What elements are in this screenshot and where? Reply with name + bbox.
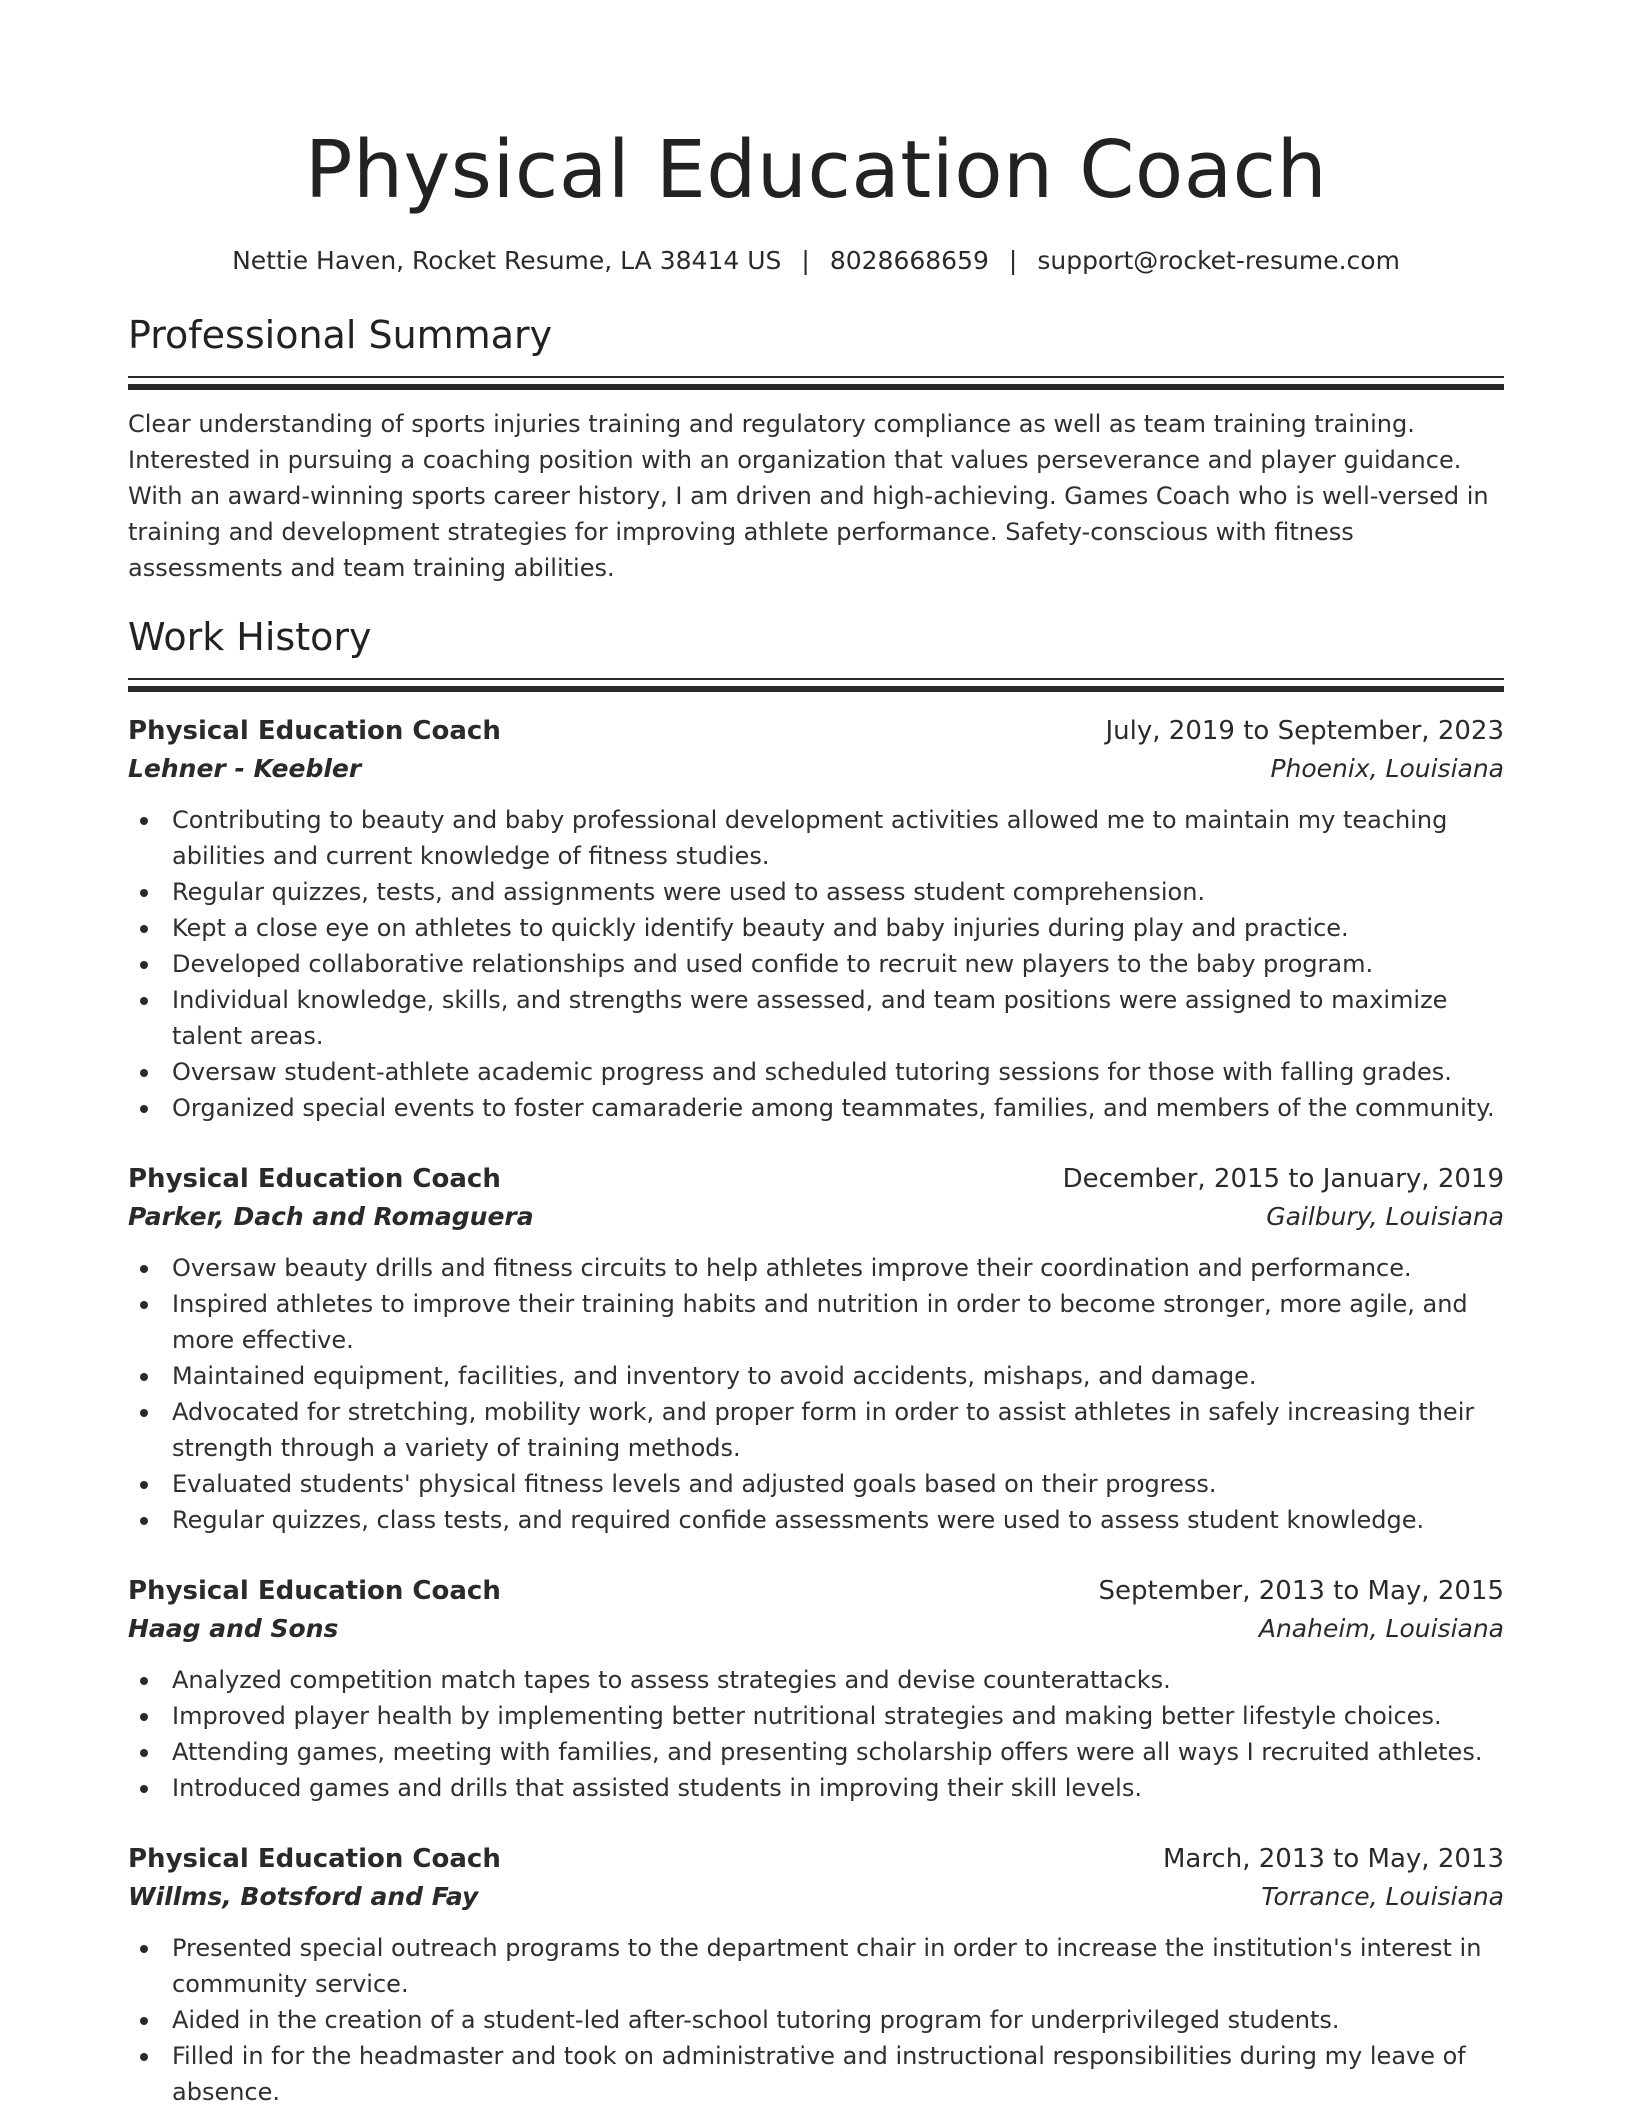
job-bullet-text: Advocated for stretching, mobility work, and proper form in order to assist athletes in safely increasing their strength through a variety of training methods. <box>172 1398 1475 1462</box>
job-header-row <box>128 1572 1504 1610</box>
job-header-row <box>128 712 1504 750</box>
job-location: Torrance, Louisiana <box>1261 1882 1504 1911</box>
summary-section <box>128 310 1504 586</box>
bullet-dot-icon <box>140 961 148 969</box>
section-title-summary: Professional Summary <box>128 313 553 357</box>
bullet-dot-icon <box>140 1265 148 1273</box>
job-bullet <box>128 1466 1504 1502</box>
job-bullet-text: Individual knowledge, skills, and strengths were assessed, and team positions were assigned to maximize talent areas. <box>172 986 1448 1050</box>
job-location: Gailbury, Louisiana <box>1266 1202 1504 1231</box>
job-dates: September, 2013 to May, 2015 <box>1098 1576 1504 1606</box>
job-bullet <box>128 1054 1504 1090</box>
job-bullet-text: Developed collaborative relationships and used confide to recruit new players to the baby program. <box>172 950 1374 978</box>
job-company: Parker, Dach and Romaguera <box>128 1202 534 1231</box>
job-bullet-text: Evaluated students' physical fitness levels and adjusted goals based on their progress. <box>172 1470 1217 1498</box>
bullet-dot-icon <box>140 1677 148 1685</box>
section-title-work-history: Work History <box>128 615 372 659</box>
contact-address: Nettie Haven, Rocket Resume, LA 38414 US <box>232 246 782 275</box>
job-header-row <box>128 1160 1504 1198</box>
job-bullet-text: Oversaw student-athlete academic progress and scheduled tutoring sessions for those with falling grades. <box>172 1058 1452 1086</box>
job-bullet-text: Attending games, meeting with families, and presenting scholarship offers were all ways I recruited athletes. <box>172 1738 1483 1766</box>
job-bullet <box>128 802 1504 874</box>
job-bullet-text: Aided in the creation of a student-led after-school tutoring program for underprivileged students. <box>172 2006 1340 2034</box>
job-bullet <box>128 1358 1504 1394</box>
job-bullet <box>128 946 1504 982</box>
job-bullet-text: Improved player health by implementing better nutritional strategies and making better lifestyle choices. <box>172 1702 1442 1730</box>
job-bullet <box>128 2002 1504 2038</box>
job-dates: July, 2019 to September, 2023 <box>1105 716 1504 746</box>
section-divider <box>128 376 1504 390</box>
job-company: Willms, Botsford and Fay <box>128 1882 479 1911</box>
job-bullet-text: Presented special outreach programs to the department chair in order to increase the institution's interest in community service. <box>172 1934 1482 1998</box>
job-bullet <box>128 1286 1504 1358</box>
bullet-dot-icon <box>140 1105 148 1113</box>
job-title: Physical Education Coach <box>128 1576 501 1606</box>
job-bullet <box>128 1734 1504 1770</box>
job-bullet-text: Regular quizzes, class tests, and required confide assessments were used to assess student knowledge. <box>172 1506 1425 1534</box>
job-entry <box>128 1160 1504 1538</box>
bullet-dot-icon <box>140 889 148 897</box>
job-company-row <box>128 1610 1504 1648</box>
job-bullet <box>128 2038 1504 2110</box>
bullet-dot-icon <box>140 1713 148 1721</box>
bullet-dot-icon <box>140 925 148 933</box>
job-bullet-text: Maintained equipment, facilities, and inventory to avoid accidents, mishaps, and damage. <box>172 1362 1257 1390</box>
bullet-dot-icon <box>140 1749 148 1757</box>
resume-page <box>128 0 1504 2110</box>
job-bullet-text: Analyzed competition match tapes to assess strategies and devise counterattacks. <box>172 1666 1171 1694</box>
bullet-dot-icon <box>140 997 148 1005</box>
job-bullet <box>128 1662 1504 1698</box>
bullet-dot-icon <box>140 1301 148 1309</box>
job-bullet-text: Filled in for the headmaster and took on administrative and instructional responsibilities during my leave of absence. <box>172 2042 1466 2106</box>
work-history-section <box>128 612 1504 2110</box>
job-bullet-text: Organized special events to foster camaraderie among teammates, families, and members of the community. <box>172 1094 1495 1122</box>
job-company: Haag and Sons <box>128 1614 339 1643</box>
bullet-dot-icon <box>140 1945 148 1953</box>
job-bullet-list <box>128 802 1504 1126</box>
contact-phone: 8028668659 <box>829 246 989 275</box>
bullet-dot-icon <box>140 1409 148 1417</box>
job-entry <box>128 1840 1504 2110</box>
job-dates: March, 2013 to May, 2013 <box>1162 1844 1504 1874</box>
bullet-dot-icon <box>140 817 148 825</box>
contact-separator: | <box>1008 246 1018 275</box>
job-bullet <box>128 1930 1504 2002</box>
job-bullet <box>128 874 1504 910</box>
job-bullet-text: Kept a close eye on athletes to quickly identify beauty and baby injuries during play and practice. <box>172 914 1349 942</box>
job-bullet-list <box>128 1662 1504 1806</box>
section-divider <box>128 678 1504 692</box>
contact-email: support@rocket-resume.com <box>1037 246 1400 275</box>
job-bullet-text: Inspired athletes to improve their training habits and nutrition in order to become stronger, more agile, and more effective. <box>172 1290 1468 1354</box>
job-bullet-text: Introduced games and drills that assisted students in improving their skill levels. <box>172 1774 1142 1802</box>
job-bullet <box>128 1770 1504 1806</box>
job-location: Phoenix, Louisiana <box>1270 754 1504 783</box>
bullet-dot-icon <box>140 1517 148 1525</box>
job-entry <box>128 712 1504 1126</box>
job-bullet <box>128 1502 1504 1538</box>
job-entry <box>128 1572 1504 1806</box>
job-bullet-list <box>128 1250 1504 1538</box>
job-bullet <box>128 910 1504 946</box>
job-dates: December, 2015 to January, 2019 <box>1062 1164 1504 1194</box>
bullet-dot-icon <box>140 1373 148 1381</box>
job-company-row <box>128 750 1504 788</box>
job-bullet <box>128 1250 1504 1286</box>
job-title: Physical Education Coach <box>128 1844 501 1874</box>
job-header-row <box>128 1840 1504 1878</box>
job-bullet <box>128 982 1504 1054</box>
job-bullet-text: Contributing to beauty and baby professional development activities allowed me to maintain my teaching abilities and current knowledge of fitness studies. <box>172 806 1448 870</box>
job-bullet <box>128 1090 1504 1126</box>
job-list <box>128 712 1504 2110</box>
bullet-dot-icon <box>140 1785 148 1793</box>
bullet-dot-icon <box>140 2053 148 2061</box>
bullet-dot-icon <box>140 1481 148 1489</box>
job-bullet <box>128 1394 1504 1466</box>
job-bullet <box>128 1698 1504 1734</box>
job-title: Physical Education Coach <box>128 1164 501 1194</box>
job-company: Lehner - Keebler <box>128 754 362 783</box>
job-bullet-text: Oversaw beauty drills and fitness circuits to help athletes improve their coordination and performance. <box>172 1254 1412 1282</box>
job-location: Anaheim, Louisiana <box>1258 1614 1504 1643</box>
bullet-dot-icon <box>140 1069 148 1077</box>
job-company-row <box>128 1878 1504 1916</box>
resume-name: Physical Education Coach <box>304 124 1328 216</box>
contact-separator: | <box>801 246 810 275</box>
bullet-dot-icon <box>140 2017 148 2025</box>
job-title: Physical Education Coach <box>128 716 501 746</box>
contact-line <box>128 244 1504 278</box>
job-bullet-list <box>128 1930 1504 2110</box>
summary-text: Clear understanding of sports injuries training and regulatory compliance as well as team training training. Interested in pursuing a coaching position with an organization that values perseverance and player guidance. With an award-winning sports career history, I am driven and high-achieving. Games Coach who is well-versed in training and development strategies for improving athlete performance. Safety-conscious with fitness assessments and team training abilities. <box>128 410 1489 582</box>
job-company-row <box>128 1198 1504 1236</box>
job-bullet-text: Regular quizzes, tests, and assignments were used to assess student comprehension. <box>172 878 1206 906</box>
